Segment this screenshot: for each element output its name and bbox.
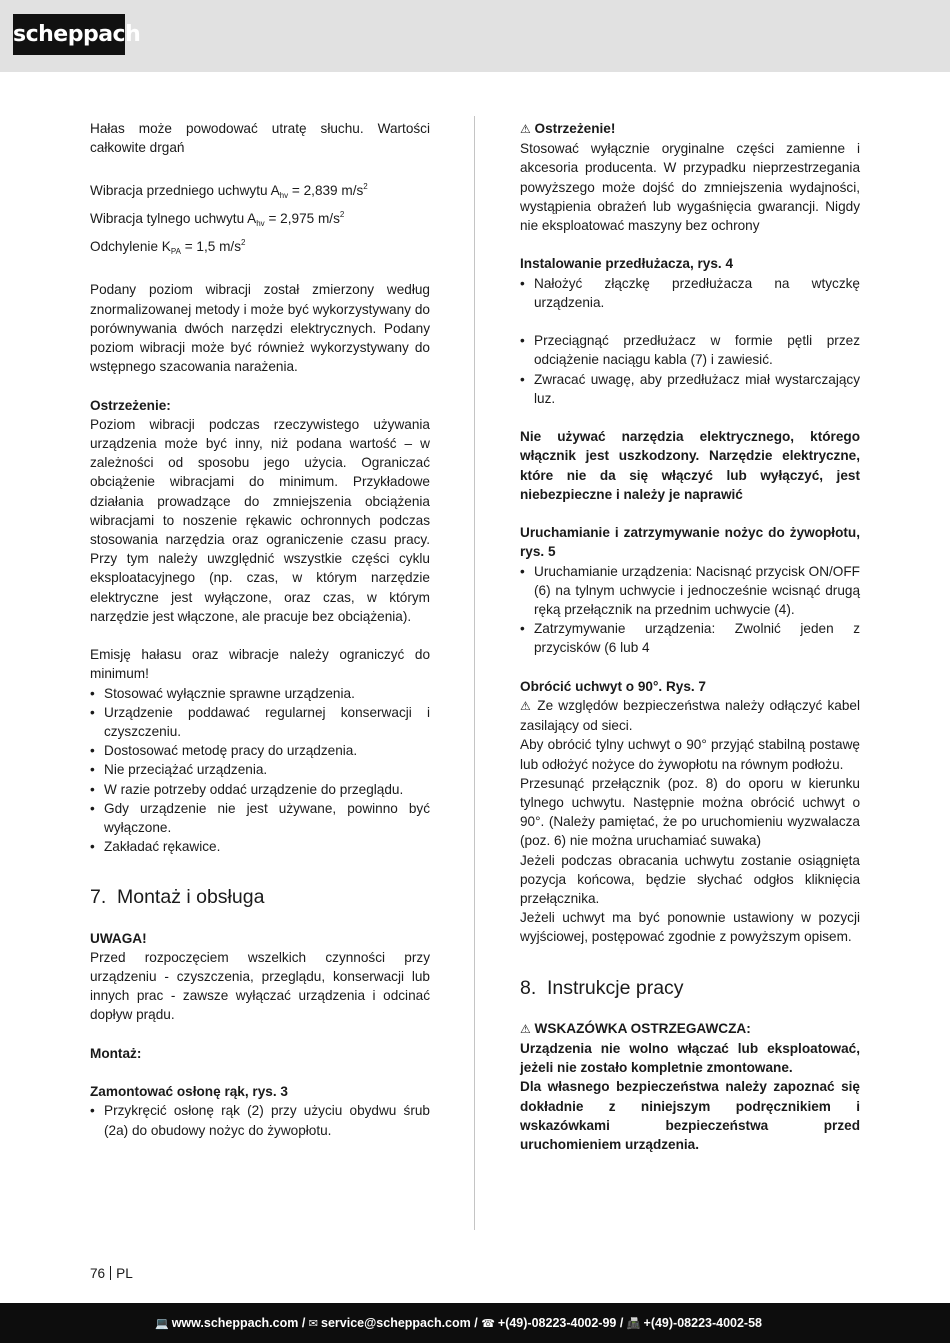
assembly-heading: Montaż: xyxy=(90,1045,142,1061)
extension-list-1 xyxy=(520,274,860,312)
rotate-paragraph-4: Jeżeli uchwyt ma być ponownie ustawiony w pozycji wyjściowej, postępować zgodnie z powyższym opisem. xyxy=(520,910,860,945)
vibration-deviation: Odchylenie $K_{PA} = 1,5$ $m/s^2$ xyxy=(90,238,246,256)
list-item: • Gdy urządzenie nie jest używane, powinno być wyłączone. xyxy=(90,799,430,837)
email-link[interactable]: service@scheppach.com xyxy=(321,1316,471,1330)
list-item: • Nie przeciążać urządzenia. xyxy=(90,760,430,779)
warning-heading: ⚠ Ostrzeżenie! xyxy=(520,121,616,136)
list-item: • Zatrzymywanie urządzenia: Zwolnić jeden z przycisków (6 lub 4 xyxy=(520,619,860,657)
list-item: • Stosować wyłącznie sprawne urządzenia. xyxy=(90,684,430,703)
extension-list-2 xyxy=(520,331,860,408)
list-item: • Nałożyć złączkę przedłużacza na wtyczkę urządzenia. xyxy=(520,274,860,312)
warning-icon: ⚠ xyxy=(520,1021,531,1036)
fax-icon: 📠 xyxy=(626,1317,641,1330)
list-item: • W razie potrzeby oddać urządzenie do przeglądu. xyxy=(90,780,430,799)
warning-icon: ⚠ xyxy=(520,122,531,136)
list-item: • Uruchamianie urządzenia: Nacisnąć przycisk ON/OFF (6) na tylnym uchwycie i jednocześnie wcisnąć drugą ręką przełącznik na przednim uchwycie (4). xyxy=(520,562,860,620)
hint-text-2: Dla własnego bezpieczeństwa należy zapoznać się dokładnie z niniejszym podręcznikiem i wskazówkami bezpieczeństwa przed uruchomieniem urządzenia. xyxy=(520,1079,860,1153)
list-item: • Przykręcić osłonę rąk (2) przy użyciu obydwu śrub (2a) do obudowy nożyc do żywopłotu. xyxy=(90,1101,430,1139)
phone-icon: ☎ xyxy=(481,1317,495,1330)
column-divider xyxy=(474,116,475,1230)
website-link[interactable]: www.scheppach.com xyxy=(171,1316,299,1330)
mail-icon: ✉ xyxy=(308,1317,318,1330)
vibration-front: Wibracja przedniego uchwytu $A_{hv} = 2,839$ $m/s^2$ xyxy=(90,181,368,200)
extension-heading: Instalowanie przedłużacza, rys. 4 xyxy=(520,256,734,272)
start-stop-heading: Uruchamianie i zatrzymywanie nożyc do żywopłotu, rys. 5 xyxy=(520,525,860,560)
list-item: • Urządzenie poddawać regularnej konserwacji i czyszczeniu. xyxy=(90,703,430,741)
page-number: 76 PL xyxy=(90,1266,133,1281)
vibration-rear: Wibracja tylnego uchwytu $A_{hv} = 2,975$ $m/s^2$ xyxy=(90,209,345,228)
attention-heading: UWAGA! xyxy=(90,930,147,946)
start-stop-list xyxy=(520,562,860,658)
rotate-paragraph-1: Aby obrócić tylny uchwyt o 90° przyjąć stabilną postawę lub odłożyć nożyce do żywopłotu na równym podłożu. xyxy=(520,737,860,772)
list-item: • Przeciągnąć przedłużacz w formie pętli przez odciążenie naciągu kabla (7) i zawiesić. xyxy=(520,331,860,369)
rotate-paragraph-2: Przesunąć przełącznik (poz. 8) do oporu w kierunku tylnego uchwytu. Następnie można obrócić uchwyt o 90°. (Należy pamiętać, że po uruchomieniu wyzwalacza (poz. 6) nie można uruchamiać suwaka) xyxy=(520,775,860,849)
switch-warning: Nie używać narzędzia elektrycznego, którego włącznik jest uszkodzony. Narzędzie elektryczne, które nie da się włączyć lub wyłączyć, jest niebezpieczne i należy je naprawić xyxy=(520,429,860,502)
hint-heading: ⚠ WSKAZÓWKA OSTRZEGAWCZA: xyxy=(520,1020,751,1036)
hand-guard-list xyxy=(90,1101,430,1139)
hint-text-1: Urządzenia nie wolno włączać lub eksploatować, jeżeli nie zostało kompletnie zmontowane. xyxy=(520,1041,860,1076)
header-bar xyxy=(0,0,950,72)
right-column xyxy=(520,119,860,1154)
fax-number: +(49)-08223-4002-58 xyxy=(643,1316,763,1330)
attention-text: Przed rozpoczęciem wszelkich czynności przy urządzeniu - czyszczenia, przeglądu, konserwacji lub innych prac - zawsze wyłączać urządzenia i odcinać dopływ prądu. xyxy=(90,949,430,1023)
footer-bar: 💻 www.scheppach.com / ✉ service@scheppach.com / ☎ +(49)-08223-4002-99 / 📠 +(49)-08223-4002-58 xyxy=(0,1303,950,1343)
computer-icon: 💻 xyxy=(155,1317,169,1330)
warning-icon: ⚠ xyxy=(520,699,533,714)
rotate-warning: ⚠ Ze względów bezpieczeństwa należy odłączyć kabel zasilający od sieci. xyxy=(520,698,860,734)
rotate-heading: Obrócić uchwyt o 90°. Rys. 7 xyxy=(520,678,706,694)
vibration-info-paragraph: Podany poziom wibracji został zmierzony według znormalizowanej metody i może być wykorzystywany do porównywania dwóch narzędzi elektrycznych. Podany poziom wibracji może być również wykorzystywany do wstępnego szacowania narażenia. xyxy=(90,282,430,375)
list-item: • Zwracać uwagę, aby przedłużacz miał wystarczający luz. xyxy=(520,370,860,408)
emission-list xyxy=(90,684,430,857)
rotate-paragraph-3: Jeżeli podczas obracania uchwytu zostanie osiągnięta pozycja końcowa, będzie słychać odgłos kliknięcia przełącznika. xyxy=(520,852,860,907)
scheppach-logo: scheppach xyxy=(13,14,125,55)
list-item: • Dostosować metodę pracy do urządzenia. xyxy=(90,741,430,760)
warning-text: Stosować wyłącznie oryginalne części zamienne i akcesoria producenta. W przypadku nieprzestrzegania powyższego może dojść do zmniejszenia wydajności, wystąpienia obrażeń lub wygaśnięcia gwarancji. Nigdy nie eksploatować maszyny bez ochrony xyxy=(520,141,860,234)
list-item: • Zakładać rękawice. xyxy=(90,837,430,856)
warning-text: Poziom wibracji podczas rzeczywistego używania urządzenia może być inny, niż podana wartość – w zależności od sposobu jego użycia. Ograniczać obciążenie wibracjami do minimum. Przykładowe działania prowadzące do zmniejszenia obciążenia wibracjami to noszenie rękawic ochronnych podczas stosowania narzędzia oraz ograniczenie czasu pracy. Przy tym należy uwzględnić wszystkie części cyklu eksploatacyjnego (np. czas, w którym narzędzie elektryczne jest wyłączone, oraz czas, w którym narzędzie jest włączone, ale pracuje bez obciążenia). xyxy=(90,416,430,624)
emission-paragraph: Emisję hałasu oraz wibracje należy ograniczyć do minimum! xyxy=(90,647,430,682)
hand-guard-heading: Zamontować osłonę rąk, rys. 3 xyxy=(90,1084,288,1100)
phone-number: +(49)-08223-4002-99 xyxy=(497,1316,617,1330)
noise-paragraph: Hałas może powodować utratę słuchu. Wartości całkowite drgań xyxy=(90,121,430,156)
warning-heading: Ostrzeżenie: xyxy=(90,397,171,413)
section-7-heading: 7. Montaż i obsługa xyxy=(90,886,265,909)
section-8-heading: 8. Instrukcje pracy xyxy=(520,976,684,999)
left-column xyxy=(90,119,430,1140)
